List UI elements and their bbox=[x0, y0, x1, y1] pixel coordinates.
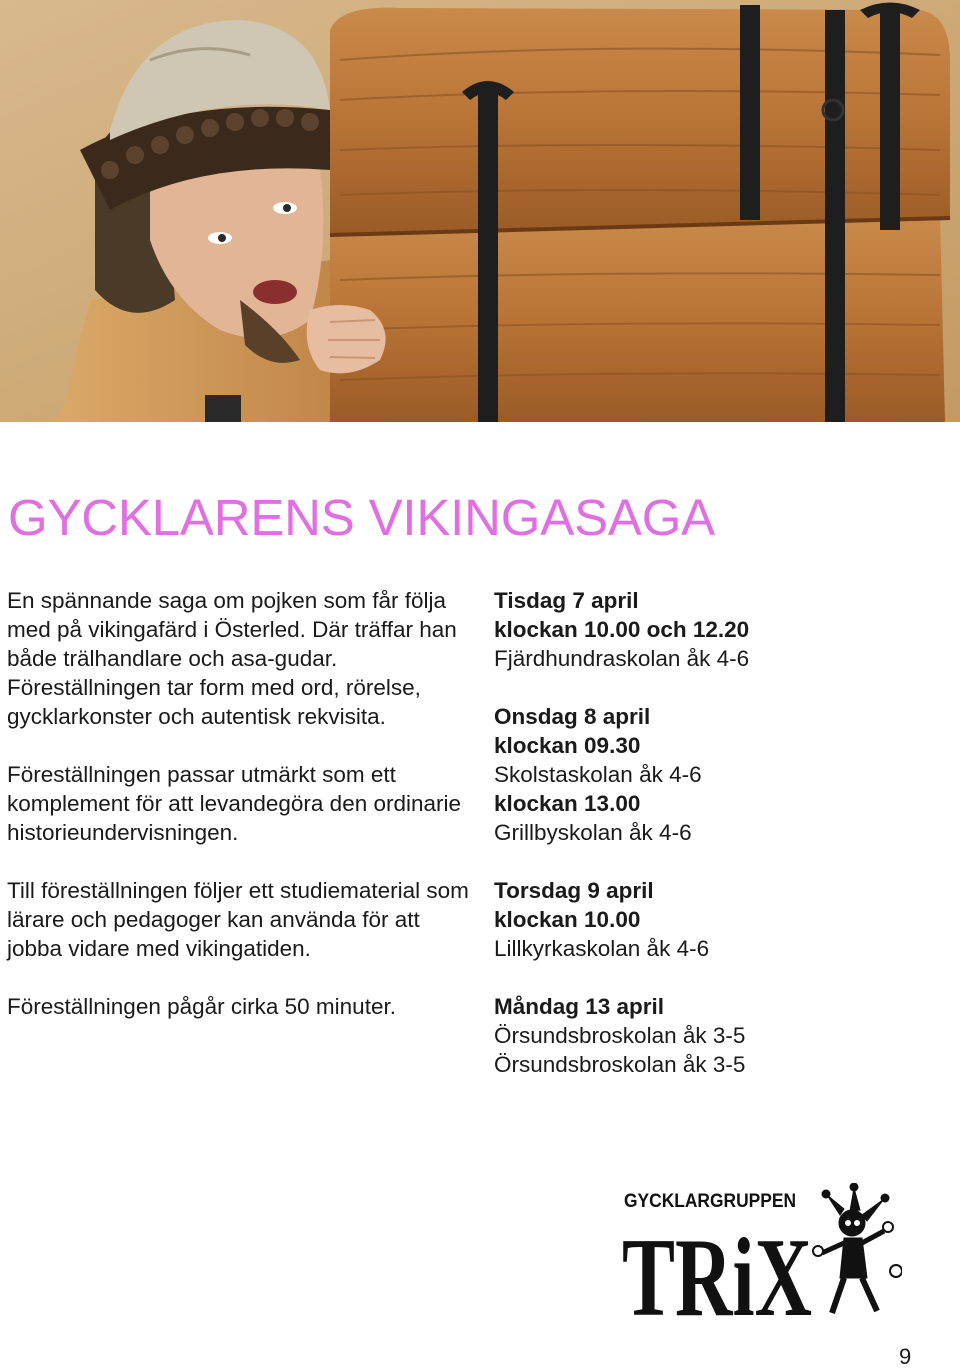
schedule-date: Måndag 13 april bbox=[494, 994, 665, 1019]
logo-main-text: TRiX bbox=[622, 1216, 812, 1323]
schedule-school: Skolstaskolan åk 4-6 bbox=[494, 762, 702, 787]
hero-photo bbox=[0, 0, 960, 422]
trix-logo bbox=[622, 1183, 902, 1323]
intro-paragraph: En spännande saga om pojken som får följa med på vikingafärd i Österled. Där träffar han både trälhandlare och asa-gudar. Föreställningen tar form med ord, rörelse, gycklarkonster och autentisk rekvisita. bbox=[7, 588, 457, 729]
schedule-date: Tisdag 7 april bbox=[494, 588, 639, 613]
schedule-school: Grillbyskolan åk 4-6 bbox=[494, 820, 692, 845]
logo-top-text: GYCKLARGRUPPEN bbox=[624, 1191, 796, 1212]
schedule-school: Fjärdhundraskolan åk 4-6 bbox=[494, 646, 750, 671]
intro-text bbox=[7, 586, 477, 1050]
schedule-day bbox=[494, 992, 934, 1079]
schedule-day bbox=[494, 586, 934, 673]
schedule-time: klockan 10.00 och 12.20 bbox=[494, 617, 750, 642]
intro-paragraph: Föreställningen passar utmärkt som ett komplement för att levandegöra den ordinarie historieundervisningen. bbox=[7, 762, 462, 845]
schedule-school: Lillkyrkaskolan åk 4-6 bbox=[494, 936, 710, 961]
schedule-day bbox=[494, 702, 934, 847]
schedule bbox=[494, 586, 934, 1108]
schedule-time: klockan 09.30 bbox=[494, 733, 641, 758]
page-title: GYCKLARENS VIKINGASAGA bbox=[8, 489, 715, 546]
schedule-date: Torsdag 9 april bbox=[494, 878, 654, 903]
page-number: 9 bbox=[899, 1344, 912, 1369]
schedule-school: Örsundsbroskolan åk 3-5 bbox=[494, 1052, 746, 1077]
schedule-date: Onsdag 8 april bbox=[494, 704, 651, 729]
intro-paragraph: Till föreställningen följer ett studiematerial som lärare och pedagoger kan använda för att jobba vidare med vikingatiden. bbox=[7, 878, 469, 961]
jester-icon bbox=[813, 1183, 902, 1313]
schedule-time: klockan 10.00 bbox=[494, 907, 641, 932]
intro-paragraph: Föreställningen pågår cirka 50 minuter. bbox=[7, 994, 396, 1019]
schedule-school: Örsundsbroskolan åk 3-5 bbox=[494, 1023, 746, 1048]
schedule-time: klockan 13.00 bbox=[494, 791, 641, 816]
schedule-day bbox=[494, 876, 934, 963]
